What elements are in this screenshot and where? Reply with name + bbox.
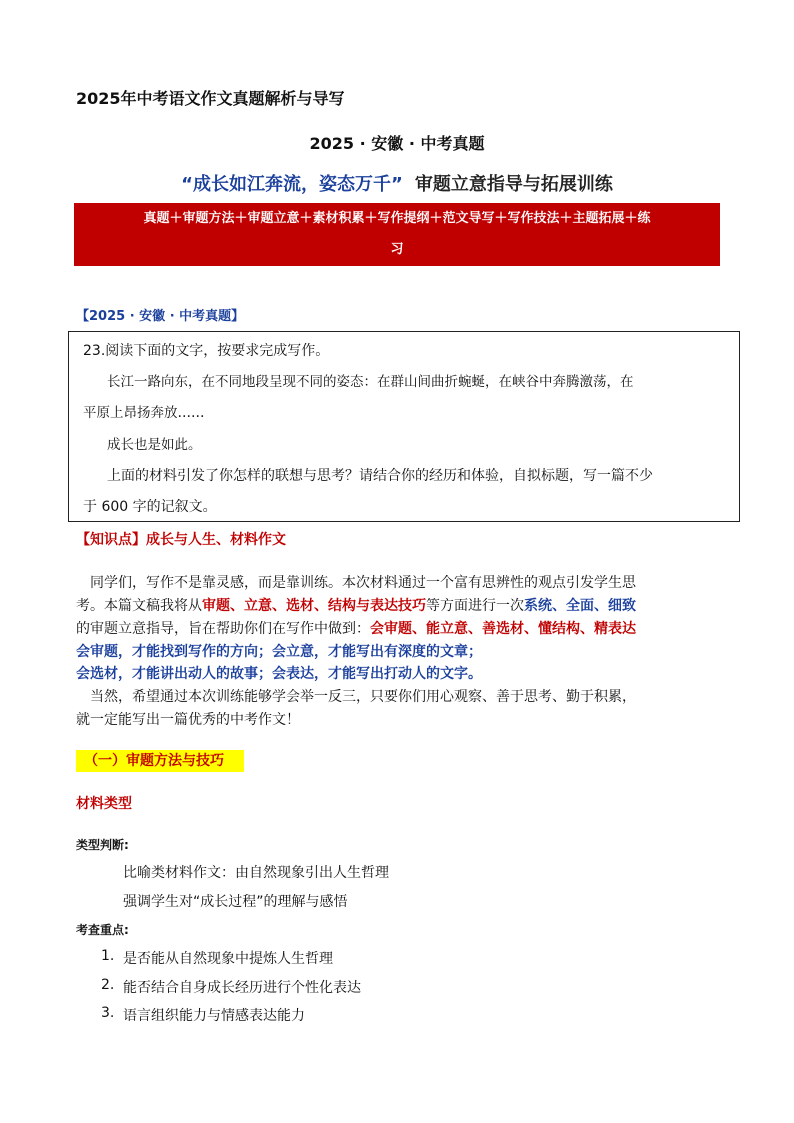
section-heading-1 (76, 750, 244, 772)
intro-p1-line2 (76, 595, 726, 618)
focus-item-3-number: 3. (101, 1005, 115, 1021)
intro-p1-line1: 同学们，写作不是靠灵感，而是靠训练。本次材料通过一个富有思辨性的观点引发学生思 (90, 575, 636, 591)
intro-red-text: 会审题、能立意、善选材、懂结构、精表达 (370, 621, 636, 637)
material-type-heading: 材料类型 (76, 796, 132, 812)
focus-label: 考查重点: (76, 923, 129, 937)
document-title: 2025年中考语文作文真题解析与导写 (76, 89, 345, 108)
knowledge-point: 【知识点】成长与人生、材料作文 (76, 532, 286, 548)
type-judge-label: 类型判断: (76, 838, 129, 852)
content-banner (74, 203, 720, 266)
focus-item-2-text: 能否结合自身成长经历进行个性化表达 (123, 980, 361, 996)
task-line-2: 于 600 字的记叙文。 (83, 499, 217, 515)
material-line-1: 长江一路向东，在不同地段呈现不同的姿态：在群山间曲折蜿蜒，在峡谷中奔腾激荡，在 (107, 374, 634, 390)
intro-p1-line3 (76, 618, 726, 641)
intro-p2-line2: 就一定能写出一篇优秀的中考作文！ (76, 712, 300, 728)
task-line-1: 上面的材料引发了你怎样的联想与思考？请结合你的经历和体验，自拟标题，写一篇不少 (107, 468, 653, 484)
intro-text: 考。本篇文稿我将从 (76, 598, 202, 614)
question-box (68, 331, 740, 522)
intro-p1-line5: 会选材，才能讲出动人的故事；会表达，才能写出打动人的文字。 (76, 666, 482, 682)
intro-text: 的审题立意指导，旨在帮助你们在写作中做到： (76, 621, 370, 637)
focus-item-3-text: 语言组织能力与情感表达能力 (123, 1008, 305, 1024)
intro-text: 等方面进行一次 (426, 598, 524, 614)
exam-tag: 【2025 · 安徽 · 中考真题】 (76, 309, 245, 324)
material-line-2: 平原上昂扬奔放…… (83, 405, 205, 421)
intro-blue-text: 系统、全面、细致 (524, 598, 636, 614)
sub-title: 2025 · 安徽 · 中考真题 (309, 134, 485, 153)
headline (0, 170, 794, 196)
focus-item-1-number: 1. (101, 948, 115, 964)
banner-line-1: 真题＋审题方法＋审题立意＋素材积累＋写作提纲＋范文导写＋写作技法＋主题拓展＋练 (143, 211, 651, 226)
material-line-3: 成长也是如此。 (107, 437, 202, 453)
section-heading-1-label: （一）审题方法与技巧 (84, 753, 224, 769)
headline-quote: “成长如江奔流，姿态万千” (181, 174, 403, 195)
focus-item-1-text: 是否能从自然现象中提炼人生哲理 (123, 951, 333, 967)
focus-item-2-number: 2. (101, 977, 115, 993)
intro-p2-line1: 当然，希望通过本次训练能够学会举一反三，只要你们用心观察、善于思考、勤于积累， (90, 689, 636, 705)
headline-rest: 审题立意指导与拓展训练 (414, 174, 613, 195)
intro-p1-line4: 会审题，才能找到写作的方向；会立意，才能写出有深度的文章； (76, 644, 482, 660)
question-prompt: 23.阅读下面的文字，按要求完成写作。 (83, 343, 330, 359)
type-judge-item-1: 比喻类材料作文：由自然现象引出人生哲理 (123, 865, 389, 881)
type-judge-item-2: 强调学生对“成长过程”的理解与感悟 (123, 894, 348, 910)
intro-red-text: 审题、立意、选材、结构与表达技巧 (202, 598, 426, 614)
banner-line-2: 习 (390, 242, 404, 257)
